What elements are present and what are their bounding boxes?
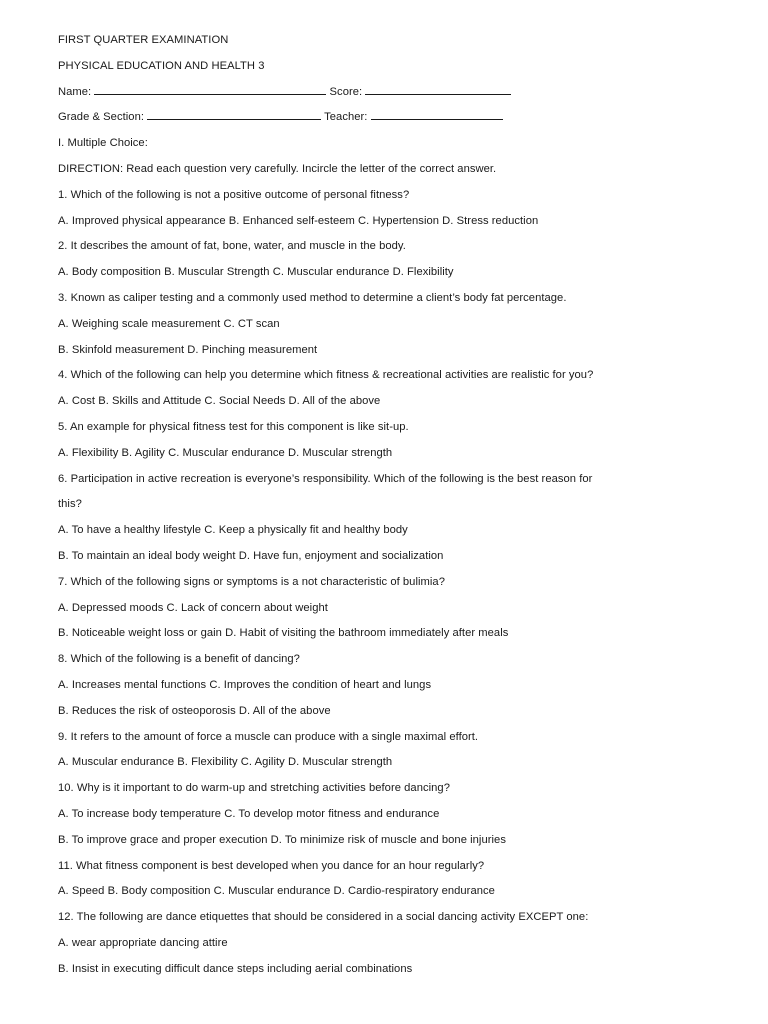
question-text: 11. What fitness component is best developed when you dance for an hour regularly?: [58, 859, 485, 872]
teacher-label: Teacher:: [324, 111, 368, 124]
question-choices: A. Muscular endurance B. Flexibility C. Agility D. Muscular strength: [58, 756, 393, 769]
question-choices: A. Improved physical appearance B. Enhanced self-esteem C. Hypertension D. Stress reduction: [58, 214, 539, 227]
question-text: 1. Which of the following is not a positive outcome of personal fitness?: [58, 188, 410, 201]
teacher-blank: [371, 108, 503, 120]
question-text: 9. It refers to the amount of force a muscle can produce with a single maximal effort.: [58, 730, 479, 743]
question-choices: B. To improve grace and proper execution D. To minimize risk of muscle and bone injuries: [58, 833, 506, 846]
question-choices: B. Noticeable weight loss or gain D. Habit of visiting the bathroom immediately after meals: [58, 627, 509, 640]
grade-section-blank: [147, 108, 321, 120]
question-choices: B. Skinfold measurement D. Pinching measurement: [58, 343, 318, 356]
question-choices: A. wear appropriate dancing attire: [58, 936, 228, 949]
question-choices: A. Weighing scale measurement C. CT scan: [58, 317, 280, 330]
question-text: 8. Which of the following is a benefit of dancing?: [58, 653, 300, 666]
grade-section-label: Grade & Section:: [58, 111, 144, 124]
name-blank: [94, 83, 326, 95]
question-choices: A. Increases mental functions C. Improves the condition of heart and lungs: [58, 678, 432, 691]
question-text: 5. An example for physical fitness test for this component is like sit-up.: [58, 420, 409, 433]
section-title: I. Multiple Choice:: [58, 137, 148, 150]
question-choices: A. Flexibility B. Agility C. Muscular endurance D. Muscular strength: [58, 446, 393, 459]
question-text-continued: this?: [58, 498, 82, 511]
question-choices: A. To have a healthy lifestyle C. Keep a physically fit and healthy body: [58, 524, 408, 537]
question-choices: B. Insist in executing difficult dance steps including aerial combinations: [58, 962, 413, 975]
score-label: Score:: [329, 85, 363, 98]
exam-title: FIRST QUARTER EXAMINATION: [58, 34, 229, 46]
grade-teacher-row: [58, 108, 748, 134]
exam-page: [58, 31, 748, 985]
question-choices: A. Body composition B. Muscular Strength C. Muscular endurance D. Flexibility: [58, 266, 454, 279]
question-choices: A. To increase body temperature C. To develop motor fitness and endurance: [58, 807, 440, 820]
question-text: 6. Participation in active recreation is everyone’s responsibility. Which of the following is the best reason for: [58, 472, 593, 485]
question-choices: A. Depressed moods C. Lack of concern about weight: [58, 601, 328, 614]
question-choices: A. Cost B. Skills and Attitude C. Social Needs D. All of the above: [58, 395, 381, 408]
question-text: 12. The following are dance etiquettes that should be considered in a social dancing activity EXCEPT one:: [58, 911, 589, 924]
score-blank: [365, 83, 511, 95]
direction-text: DIRECTION: Read each question very carefully. Incircle the letter of the correct answer.: [58, 162, 497, 175]
question-text: 10. Why is it important to do warm-up and stretching activities before dancing?: [58, 782, 450, 795]
question-choices: B. Reduces the risk of osteoporosis D. All of the above: [58, 704, 331, 717]
subject-title: PHYSICAL EDUCATION AND HEALTH 3: [58, 59, 265, 72]
name-label: Name:: [58, 85, 92, 98]
question-text: 3. Known as caliper testing and a commonly used method to determine a client’s body fat percentage.: [58, 291, 567, 304]
question-choices: B. To maintain an ideal body weight D. Have fun, enjoyment and socialization: [58, 549, 444, 562]
question-choices: A. Speed B. Body composition C. Muscular endurance D. Cardio-respiratory endurance: [58, 885, 495, 898]
question-text: 4. Which of the following can help you determine which fitness & recreational activities are realistic for you?: [58, 369, 594, 382]
question-text: 2. It describes the amount of fat, bone, water, and muscle in the body.: [58, 240, 406, 253]
question-text: 7. Which of the following signs or symptoms is a not characteristic of bulimia?: [58, 575, 445, 588]
name-score-row: [58, 83, 748, 109]
